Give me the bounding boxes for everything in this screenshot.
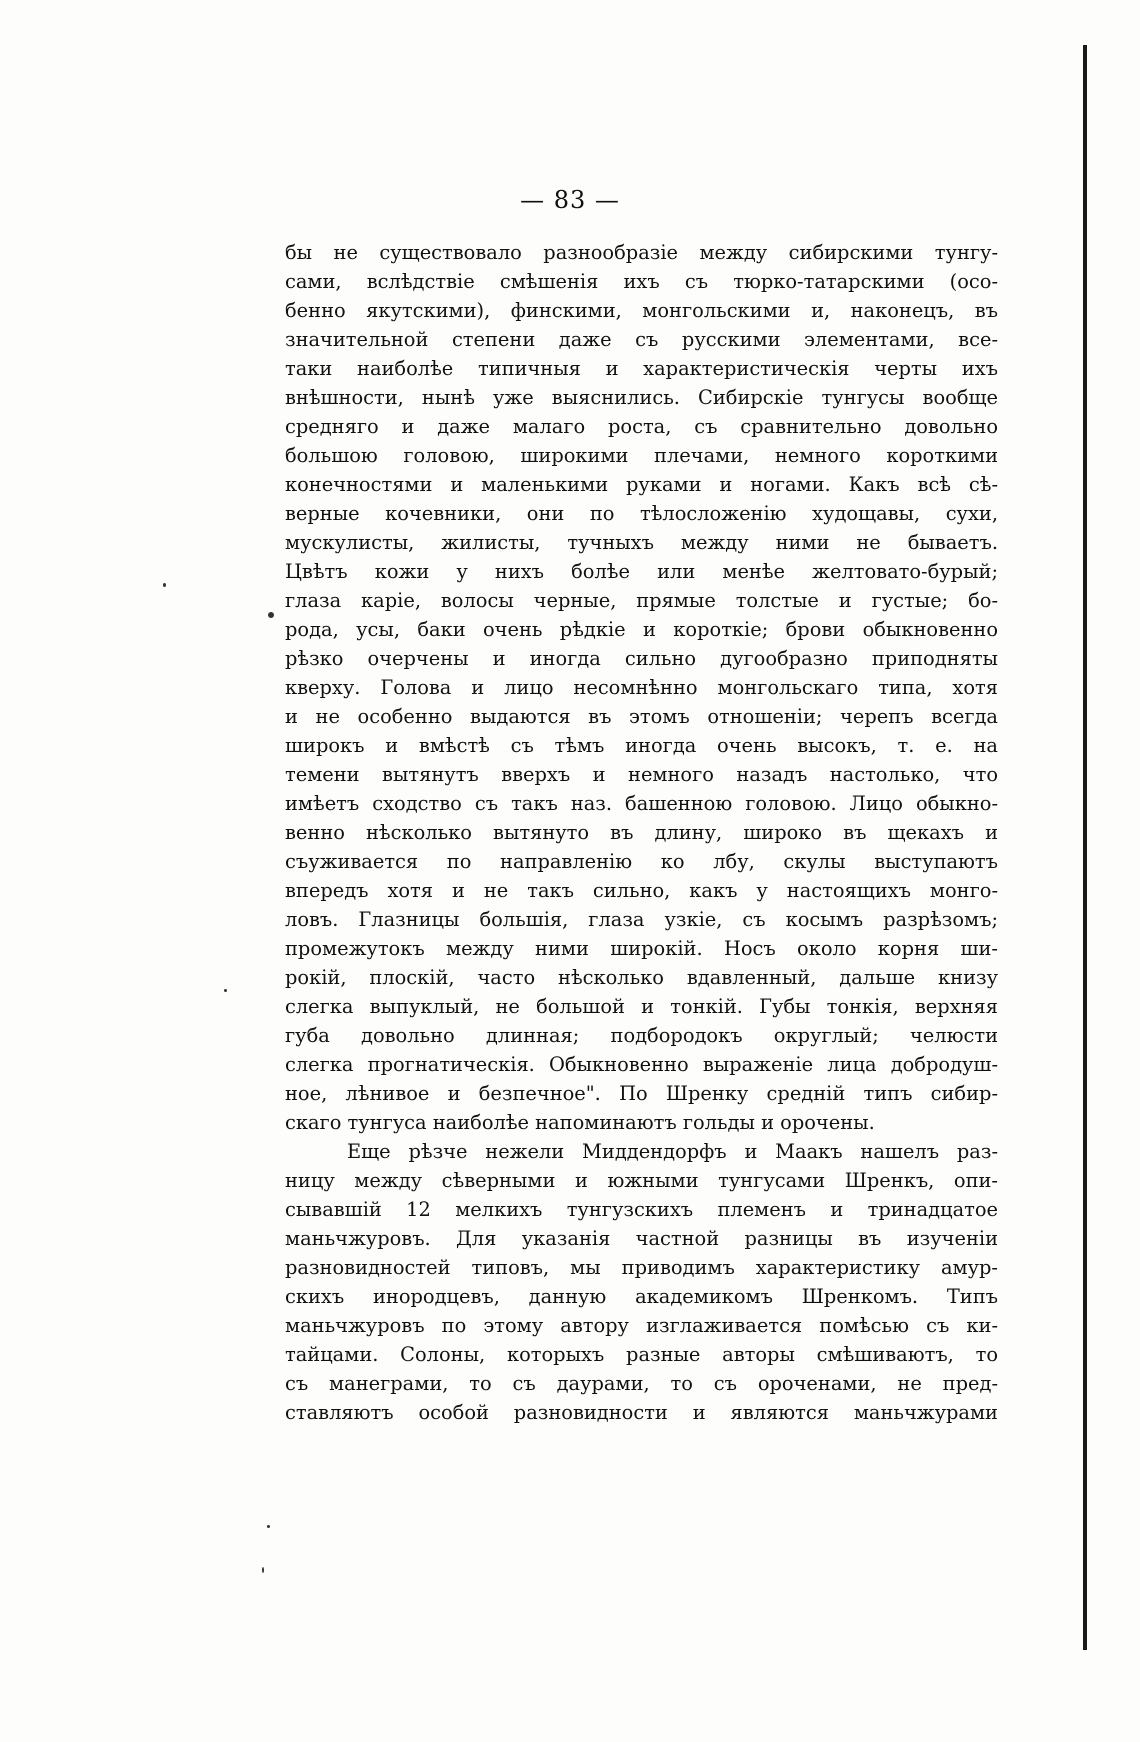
text-line: сами, вслѣдствіе смѣшенія ихъ съ тюрко-татарскими (осо- <box>285 270 998 293</box>
paragraph-end-line: скаго тунгуса наиболѣе напоминаютъ гольды и орочены. <box>285 1111 875 1134</box>
text-line: рода, усы, баки очень рѣдкіе и короткіе; брови обыкновенно <box>285 618 998 641</box>
text-line: кверху. Голова и лицо несомнѣнно монгольскаго типа, хотя <box>285 676 998 699</box>
ink-speck <box>163 583 166 587</box>
text-line: губа довольно длинная; подбородокъ округлый; челюсти <box>285 1024 998 1047</box>
text-line: ловъ. Глазницы большія, глаза узкіе, съ косымъ разрѣзомъ; <box>285 908 998 931</box>
text-line: таки наиболѣе типичныя и характеристическія черты ихъ <box>285 357 998 380</box>
text-line: сывавшій 12 мелкихъ тунгузскихъ племенъ и тринадцатое <box>285 1198 998 1221</box>
text-line: мускулисты, жилисты, тучныхъ между ними не бываетъ. <box>285 531 998 554</box>
page-number: — 83 — <box>520 186 620 214</box>
text-line: разновидностей типовъ, мы приводимъ характеристику амур- <box>285 1256 998 1279</box>
paragraph-start-line: Еще рѣзче нежели Миддендорфъ и Маакъ нашелъ раз- <box>347 1140 998 1163</box>
text-line: ставляютъ особой разновидности и являются маньчжурами <box>285 1401 998 1424</box>
text-line: рокій, плоскій, часто нѣсколько вдавленный, дальше книзу <box>285 966 998 989</box>
text-line: средняго и даже малаго роста, съ сравнительно довольно <box>285 415 998 438</box>
text-line: рѣзко очерчены и иногда сильно дугообразно приподняты <box>285 647 998 670</box>
body-text <box>285 238 998 1427</box>
text-line: бы не существовало разнообразіе между сибирскими тунгу- <box>285 241 998 264</box>
text-line: и не особенно выдаются въ этомъ отношеніи; черепъ всегда <box>285 705 998 728</box>
text-line: темени вытянутъ вверхъ и немного назадъ настолько, что <box>285 763 998 786</box>
text-line: значительной степени даже съ русскими элементами, все- <box>285 328 998 351</box>
text-line: конечностями и маленькими руками и ногами. Какъ всѣ сѣ- <box>285 473 998 496</box>
text-line: съуживается по направленію ко лбу, скулы выступаютъ <box>285 850 998 873</box>
text-line: широкъ и вмѣстѣ съ тѣмъ иногда очень высокъ, т. е. на <box>285 734 998 757</box>
text-line: промежутокъ между ними широкій. Носъ около корня ши- <box>285 937 998 960</box>
text-line: внѣшности, нынѣ уже выяснились. Сибирскіе тунгусы вообще <box>285 386 998 409</box>
text-line: глаза каріе, волосы черные, прямые толстые и густые; бо- <box>285 589 998 612</box>
text-line: большою головою, широкими плечами, немного короткими <box>285 444 998 467</box>
ink-speck <box>268 612 274 618</box>
text-line: венно нѣсколько вытянуто въ длину, широко въ щекахъ и <box>285 821 998 844</box>
text-line: слегка прогнатическія. Обыкновенно выраженіе лица добродуш- <box>285 1053 998 1076</box>
text-line: маньчжуровъ. Для указанія частной разницы въ изученіи <box>285 1227 998 1250</box>
text-line: тайцами. Солоны, которыхъ разные авторы смѣшиваютъ, то <box>285 1343 998 1366</box>
ink-speck <box>267 1525 270 1528</box>
text-line: ницу между сѣверными и южными тунгусами Шренкъ, опи- <box>285 1169 998 1192</box>
page-edge-shadow <box>1083 45 1087 1650</box>
text-line: съ манеграми, то съ даурами, то съ ороченами, не пред- <box>285 1372 998 1395</box>
ink-speck <box>224 989 227 992</box>
text-line: маньчжуровъ по этому автору изглаживается помѣсью съ ки- <box>285 1314 998 1337</box>
text-line: слегка выпуклый, не большой и тонкій. Губы тонкія, верхняя <box>285 995 998 1018</box>
text-line: верные кочевники, они по тѣлосложенію худощавы, сухи, <box>285 502 998 525</box>
text-line: Цвѣтъ кожи у нихъ болѣе или менѣе желтовато-бурый; <box>285 560 998 583</box>
text-line: бенно якутскими), финскими, монгольскими и, наконецъ, въ <box>285 299 998 322</box>
text-line: имѣетъ сходство съ такъ наз. башенною головою. Лицо обыкно- <box>285 792 998 815</box>
text-line: скихъ инородцевъ, данную академикомъ Шренкомъ. Типъ <box>285 1285 998 1308</box>
text-line: ное, лѣнивое и безпечное". По Шренку средній типъ сибир- <box>285 1082 998 1105</box>
ink-speck <box>262 1567 264 1573</box>
text-line: впередъ хотя и не такъ сильно, какъ у настоящихъ монго- <box>285 879 998 902</box>
